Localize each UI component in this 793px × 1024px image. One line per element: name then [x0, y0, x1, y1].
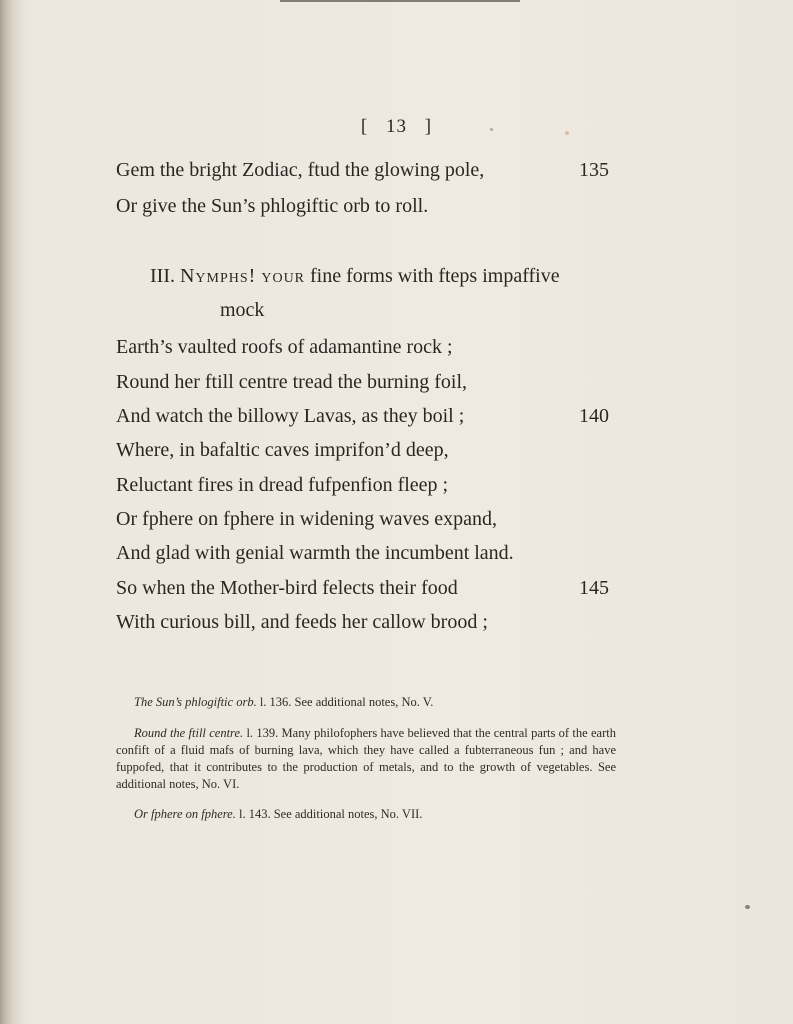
verse-line: [116, 156, 616, 184]
stanza-address-your: your: [261, 265, 306, 287]
verse-text: mock: [220, 299, 265, 321]
header-bracket-open: [: [360, 116, 369, 137]
verse-line: [116, 333, 616, 361]
page-gutter-shadow: [0, 0, 22, 1024]
verse-text: Round her ftill centre tread the burning foil,: [116, 371, 468, 393]
verse-line: [116, 539, 616, 567]
paper-speck: [745, 905, 750, 909]
verse-text: And glad with genial warmth the incumbent land.: [116, 542, 514, 564]
stanza-numeral: III.: [150, 265, 175, 287]
verse-continuation: [220, 296, 720, 324]
verse-line: [116, 608, 616, 636]
verse-line: [116, 471, 616, 499]
verse-line: [116, 192, 616, 220]
footnote-reference: Round the ftill centre.: [134, 726, 244, 740]
footnote-reference: The Sun’s phlogiftic orb.: [134, 695, 257, 709]
verse-text: Reluctant fires in dread fufpenfion fleep ;: [116, 474, 449, 496]
verse-text: Gem the bright Zodiac, ftud the glowing pole,: [116, 159, 485, 181]
footnote-text: l. 139. Many philofophers have believed that the central parts of the earth confift of a fluid mafs of burning lava, which they have called a fubterraneous fun ; and have fuppofed, that it contributes to the production of metals, and to the growth of vegetables. See additional notes, No. VI.: [116, 726, 616, 791]
verse-line: [116, 402, 616, 430]
footnote: [116, 725, 616, 793]
verse-text: Or give the Sun’s phlogiftic orb to roll.: [116, 195, 429, 217]
footnote-reference: Or fphere on fphere.: [134, 807, 236, 821]
page-number: 13: [386, 116, 407, 137]
line-number: 140: [579, 405, 609, 427]
verse-text: fine forms with fteps impaffive: [310, 265, 560, 287]
verse-line: [116, 436, 616, 464]
line-number: 135: [579, 159, 609, 181]
verse-text: And watch the billowy Lavas, as they boil ;: [116, 405, 465, 427]
verse-text: Where, in bafaltic caves imprifon’d deep,: [116, 439, 449, 461]
footnote-text: l. 136. See additional notes, No. V.: [256, 695, 434, 709]
verse-text: With curious bill, and feeds her callow brood ;: [116, 611, 488, 633]
paper-speck: [565, 131, 569, 135]
verse-text: Earth’s vaulted roofs of adamantine rock ;: [116, 336, 453, 358]
verse-line: [116, 505, 616, 533]
paper-speck: [490, 128, 493, 131]
page-number-header: [0, 116, 793, 138]
line-number: 145: [579, 577, 609, 599]
verse-line: [116, 368, 616, 396]
footnote-text: l. 143. See additional notes, No. VII.: [235, 807, 423, 821]
stanza-address-nymphs: Nymphs!: [179, 265, 257, 287]
verse-text: So when the Mother-bird felects their food: [116, 577, 458, 599]
footnote: [116, 694, 616, 711]
footnote: [116, 806, 616, 823]
stanza-opening-line: [150, 262, 650, 290]
page-top-edge: [280, 0, 520, 2]
header-bracket-close: ]: [424, 116, 433, 137]
verse-text: Or fphere on fphere in widening waves expand,: [116, 508, 497, 530]
verse-line: [116, 574, 616, 602]
